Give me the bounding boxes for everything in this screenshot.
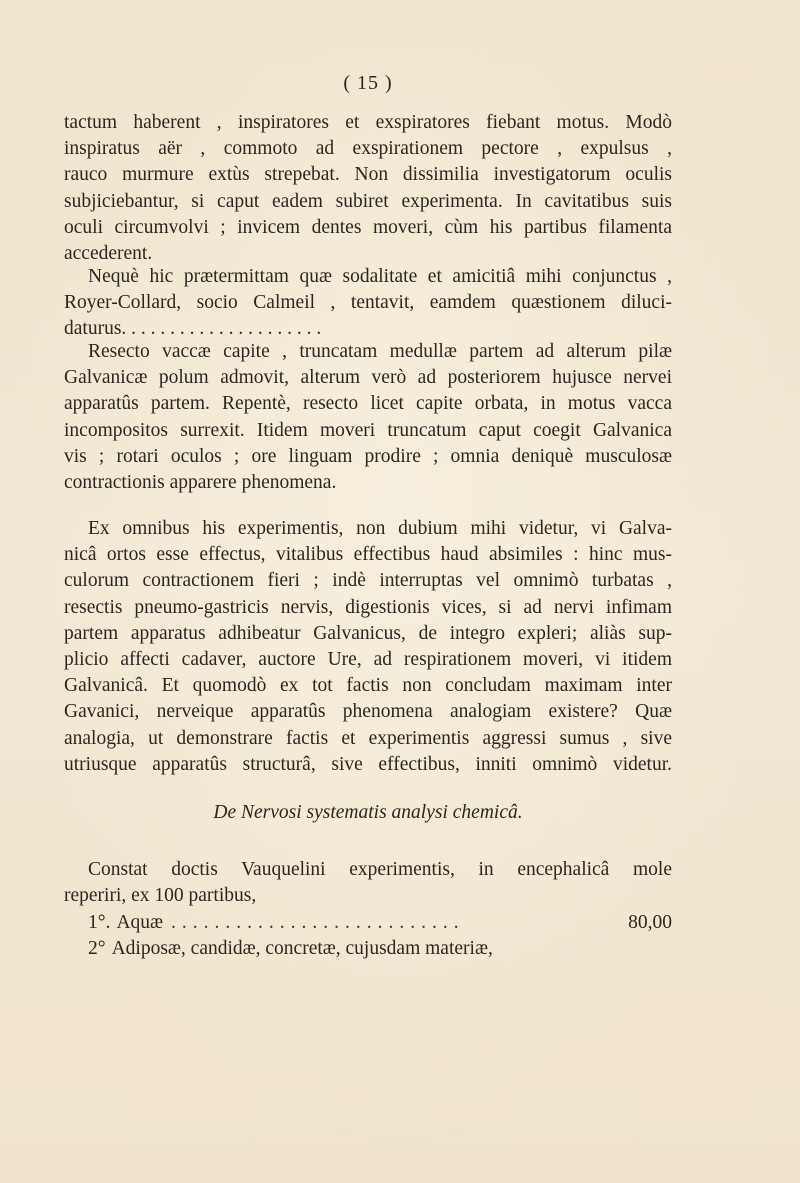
text-line: tactum haberent , inspiratores et exspiratores fiebant motus. Modò xyxy=(64,112,672,133)
text-line: Royer-Collard, socio Calmeil , tentavit, eamdem quæstionem diluci- xyxy=(64,292,672,314)
section-heading: De Nervosi systematis analysi chemicâ. xyxy=(213,802,523,823)
text-line: nicâ ortos esse effectus, vitalibus effectibus haud absimiles : hinc mus- xyxy=(64,544,672,566)
list-item-label: Adiposæ, candidæ, concretæ, cujusdam materiæ, xyxy=(111,938,493,959)
dot-leader: ........................... xyxy=(171,912,465,933)
text-line: subjiciebantur, si caput eadem subiret experimenta. In cavitatibus suis xyxy=(64,190,672,212)
text-line: Nequè hic prætermittam quæ sodalitate et amicitiâ mihi conjunctus , xyxy=(88,266,672,287)
text-line: apparatûs partem. Repentè, resecto licet capite orbata, in motus vacca xyxy=(64,393,672,415)
text-line: Constat doctis Vauquelini experimentis, in encephalicâ mole xyxy=(88,859,672,880)
list-item-number: 1°. xyxy=(88,912,111,933)
paragraph-1 xyxy=(64,110,672,267)
text-line: resectis pneumo-gastricis nervis, digestionis vices, si ad nervi infimam xyxy=(64,596,672,618)
text-line: partem apparatus adhibeatur Galvanicus, de integro expleri; aliàs sup- xyxy=(64,622,672,644)
text-line: analogia, ut demonstrare factis et experimentis aggressi sumus , sive xyxy=(64,727,672,749)
text-line: culorum contractionem fieri ; indè interruptas vel omnimò turbatas , xyxy=(64,570,672,592)
text-line: inspiratus aër , commoto ad exspirationem pectore , expulsus , xyxy=(64,138,672,160)
paragraph-3 xyxy=(64,339,672,496)
text-line: utriusque apparatûs structurâ, sive effectibus, inniti omnimò videtur. xyxy=(64,753,672,775)
list-item-number: 2° xyxy=(88,938,106,959)
text-line: rauco murmure extùs strepebat. Non dissimilia investigatorum oculis xyxy=(64,164,672,186)
text-line: plicio affecti cadaver, auctore Ure, ad respirationem moveri, vi itidem xyxy=(64,648,672,670)
page-number: ( 15 ) xyxy=(343,72,393,94)
list-item xyxy=(88,910,672,936)
text-line: accederent. xyxy=(64,242,153,264)
text-line: reperiri, ex 100 partibus, xyxy=(64,885,257,907)
paragraph-2 xyxy=(64,264,672,343)
list-item-value: 80,00 xyxy=(628,912,672,933)
paragraph-chemistry xyxy=(64,857,672,909)
list-item-label: Aquæ xyxy=(116,912,164,933)
text-line: Resecto vaccæ capite , truncatam medullæ partem ad alterum pilæ xyxy=(88,341,672,362)
text-line: Galvanicâ. Et quomodò ex tot factis non concludam maximam inter xyxy=(64,675,672,697)
list-item xyxy=(88,936,672,962)
text-line: contractionis apparere phenomena. xyxy=(64,471,337,493)
text-line: Gavanici, nerveique apparatûs phenomena analogiam existere? Quæ xyxy=(64,701,672,723)
text-line: oculi circumvolvi ; invicem dentes moveri, cùm his partibus filamenta xyxy=(64,216,672,238)
text-line: incompositos surrexit. Itidem moveri truncatum caput coegit Galvanica xyxy=(64,419,672,441)
text-line: daturus. . . . . . . . . . . . . . . . . . . . . xyxy=(64,318,322,340)
text-line: Ex omnibus his experimentis, non dubium mihi videtur, vi Galva- xyxy=(88,518,672,539)
paragraph-4 xyxy=(64,516,672,778)
text-line: Galvanicæ polum admovit, alterum verò ad posteriorem hujusce nervei xyxy=(64,367,672,389)
text-line: vis ; rotari oculos ; ore linguam prodire ; omnia deniquè musculosæ xyxy=(64,445,672,467)
